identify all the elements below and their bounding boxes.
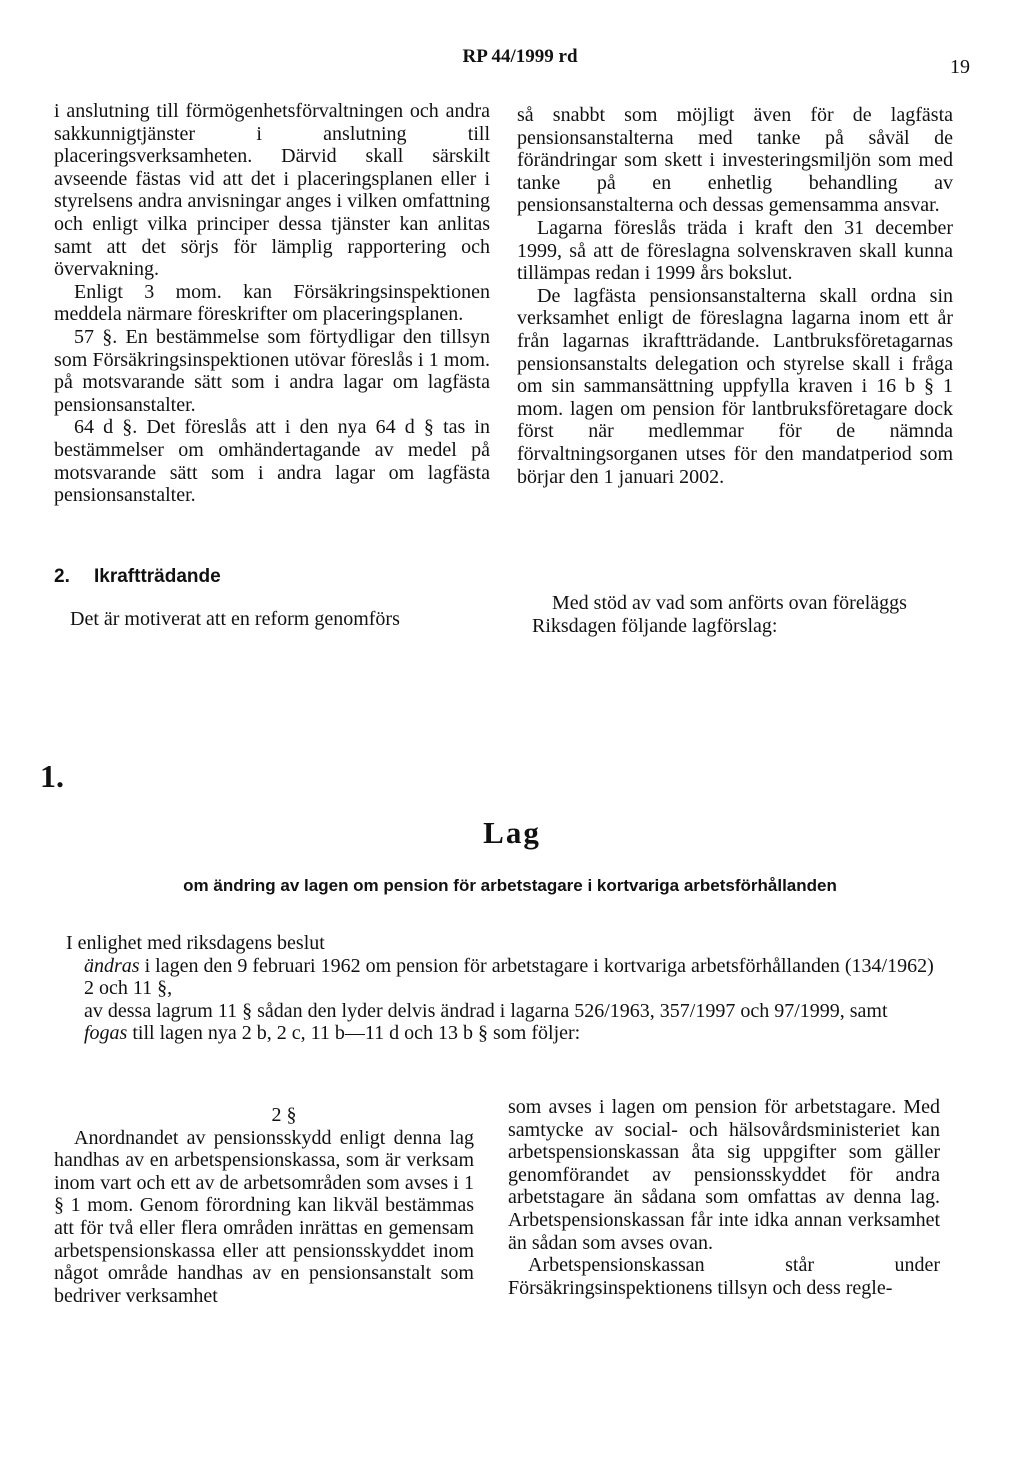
page-number: 19 (950, 56, 970, 78)
paragraph: 57 §. En bestämmelse som förtydligar den tillsyn som Försäkringsinspektionen utövar föreslås i 1 mom. på motsvarande sätt som i andra lagar om lagfästa pensionsanstalter. (54, 325, 490, 416)
left-column (54, 100, 490, 507)
section-sign: 2 § (271, 1104, 297, 1126)
paragraph: som avses i lagen om pension för arbetstagare. Med samtycke av social- och hälsovårdsministeriet kan arbetspensionskassan åta sig uppgifter som gäller genomförandet av pensionsskyddet för andra arbetstagare än sådana som omfattas av denna lag. Arbetspensionskassan får inte idka annan verksamhet än sådan som avses ovan. (508, 1096, 940, 1254)
preamble-emphasis: ändras (84, 954, 140, 977)
paragraph: De lagfästa pensionsanstalterna skall ordna sin verksamhet enligt de föreslagna lagarna inom ett år från lagarnas ikraftträdande. Lantbruksföretagarnas pensionsanstalts delegation och styrelse skall i fråga om sin sammansättning uppfylla kraven i 16 b § 1 mom. lagen om pension för lantbruksföretagare dock först när medlemmar för de nämnda förvaltningsorganen utses för den mandatperiod som börjar den 1 januari 2002. (517, 284, 953, 488)
law-right-column (508, 1096, 940, 1299)
right-column (517, 104, 953, 488)
preamble-line (66, 1022, 946, 1045)
paragraph: Lagarna föreslås träda i kraft den 31 december 1999, så att de föreslagna solvenskraven skall kunna tillämpas redan i 1999 års bokslut. (517, 216, 953, 285)
law-preamble (66, 932, 946, 1045)
paragraph: 64 d §. Det föreslås att i den nya 64 d § tas in bestämmelser om omhändertagande av medel på motsvarande sätt som i andra lagar om lagfästa pensionsanstalter. (54, 416, 490, 507)
law-left-column (54, 1104, 474, 1307)
section-body: Det är motiverat att en reform genomförs (70, 608, 400, 630)
preamble-line: av dessa lagrum 11 § sådan den lyder delvis ändrad i lagarna 526/1963, 357/1997 och 97/1999, samt (84, 999, 888, 1022)
preamble-emphasis: fogas (84, 1022, 128, 1045)
paragraph: Arbetspensionskassan står under Försäkringsinspektionens tillsyn och dess regle- (508, 1254, 940, 1299)
closing-paragraph: Med stöd av vad som anförts ovan föreläggs Riksdagen följande lagförslag: (532, 592, 907, 637)
preamble-text: i lagen den 9 februari 1962 om pension för arbetstagare i kortvariga arbetsförhållanden (134/1962) 2 och 11 §, (84, 954, 934, 1000)
preamble-line: I enlighet med riksdagens beslut (66, 932, 325, 954)
section-title: Ikraftträdande (94, 566, 221, 587)
law-subtitle: om ändring av lagen om pension för arbetstagare i kortvariga arbetsförhållanden (183, 876, 837, 895)
law-number: 1. (40, 758, 64, 794)
preamble-line (66, 955, 946, 1000)
paragraph: Anordnandet av pensionsskydd enligt denna lag handhas av en arbetspensionskassa, som är verksam inom vart och ett av de arbetsområden som avses i 1 § 1 mom. Genom förordning kan likväl bestämmas att för två eller flera områden inrättas en gemensam arbetspensionskassa eller att pensionsskyddet inom något område handhas av en pensionsanstalt som bedriver verksamhet (54, 1126, 474, 1307)
section-number: 2. (54, 566, 70, 587)
paragraph: Enligt 3 mom. kan Försäkringsinspektionen meddela närmare föreskrifter om placeringsplanen. (54, 280, 490, 326)
paragraph: så snabbt som möjligt även för de lagfästa pensionsanstalterna med tanke på såväl de förändringar som skett i investeringsmiljön som med tanke på en enhetlig behandling av pensionsanstalterna och dessas gemensamma ansvar. (517, 104, 953, 217)
preamble-text: till lagen nya 2 b, 2 c, 11 b—11 d och 13 b § som följer: (127, 1022, 581, 1045)
section-heading (54, 566, 494, 588)
running-header-title: RP 44/1999 rd (462, 46, 578, 67)
paragraph: i anslutning till förmögenhetsförvaltningen och andra sakkunnigtjänster i anslutning till placeringsverksamheten. Därvid skall särskilt avseende fästas vid att det i placeringsplanen eller i styrelsens andra anvisningar anges i vilken omfattning och enligt vilka principer dessa tjänster kan anlitas samt att det sörjs för lämplig rapportering och övervakning. (54, 100, 490, 281)
law-title: Lag (483, 815, 541, 850)
